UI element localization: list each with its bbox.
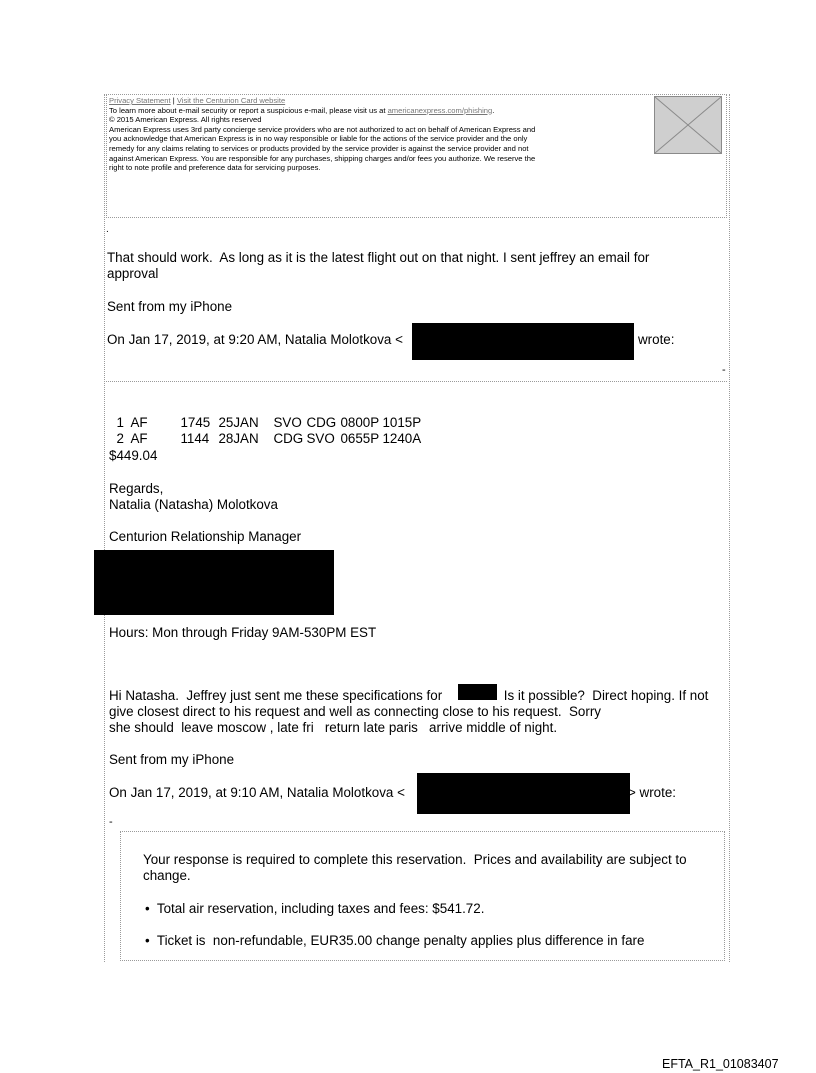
centurion-website-link[interactable]: Visit the Centurion Card website (176, 96, 286, 105)
flight-from: CDG (273, 431, 304, 446)
flight-to: SVO (306, 431, 335, 446)
disclaimer-line: you acknowledge that American Express is in no way responsible or liable for the actions of the service provider and the only (109, 134, 528, 144)
disclaimer-block (109, 125, 535, 173)
redaction-block (94, 550, 334, 615)
flight-arr: 1015P (382, 415, 422, 430)
dot-mark: . (106, 224, 109, 235)
flight-arr: 1240A (382, 431, 422, 446)
disclaimer-line: remedy for any claims relating to services or products provided by the service provider is against the service provider and not (109, 143, 529, 153)
disclaimer-line: right to note profile and preference data for servicing purposes. (109, 163, 321, 173)
flight-num: 2 (116, 431, 124, 446)
regards-text: Regards, (109, 481, 164, 496)
frame-right-line (729, 94, 730, 962)
flight-date: 28JAN (218, 431, 259, 446)
redaction-block (458, 684, 497, 700)
redaction-block (412, 323, 634, 360)
message-line-3: she should leave moscow , late fri return late paris arrive middle of night. (109, 720, 558, 735)
flight-carrier: AF (130, 415, 148, 430)
reservation-line-2: change. (143, 868, 191, 883)
message-line-1b: Is it possible? Direct hoping. If not (500, 688, 709, 703)
flight-to: CDG (306, 415, 337, 430)
reservation-bullet: • Ticket is non-refundable, EUR35.00 change penalty applies plus difference in fare (145, 933, 645, 948)
disclaimer-line: American Express uses 3rd party concierge service providers who are not authorized to act on behalf of American Express and (109, 124, 536, 134)
sender-role: Centurion Relationship Manager (109, 529, 302, 544)
sent-from-iphone: Sent from my iPhone (107, 299, 233, 314)
flight-dep: 0800P (340, 415, 380, 430)
quote-header-1: On Jan 17, 2019, at 9:20 AM, Natalia Molotkova < (107, 332, 403, 347)
link-separator: | (170, 96, 177, 105)
itinerary-price: $449.04 (109, 448, 158, 463)
dash-mark: - (109, 816, 113, 828)
footer-links (109, 96, 669, 106)
flight-date: 25JAN (218, 415, 259, 430)
sent-from-iphone: Sent from my iPhone (109, 752, 235, 767)
flight-number: 1745 (180, 415, 211, 430)
document-id: EFTA_R1_01083407 (662, 1057, 779, 1071)
flight-from: SVO (273, 415, 302, 430)
flight-number: 1144 (180, 431, 210, 446)
phishing-link[interactable]: americanexpress.com/phishing (387, 105, 493, 115)
itinerary-top-line (106, 381, 727, 382)
reservation-line-1: Your response is required to complete this reservation. Prices and availability are subject to (143, 852, 687, 867)
bullet-text: Ticket is non-refundable, EUR35.00 change penalty applies plus difference in fare (156, 933, 645, 948)
security-text: To learn more about e-mail security or report a suspicious e-mail, please visit us at (109, 105, 388, 115)
flight-num: 1 (116, 415, 124, 430)
reservation-bullet: • Total air reservation, including taxes and fees: $541.72. (145, 901, 485, 916)
business-hours: Hours: Mon through Friday 9AM-530PM EST (109, 625, 377, 640)
dash-mark: - (722, 364, 726, 376)
disclaimer-line: against American Express. You are responsible for any purchases, shipping charges and/or fees you authorize. We reserve the (109, 153, 536, 163)
flight-carrier: AF (130, 431, 148, 446)
reply-line-2: approval (107, 266, 159, 281)
bullet-text: Total air reservation, including taxes and fees: $541.72. (156, 901, 485, 916)
flight-dep: 0655P (340, 431, 380, 446)
copyright-text: © 2015 American Express. All rights reserved (109, 115, 262, 125)
message-line-2: give closest direct to his request and well as connecting close to his request. Sorry (109, 704, 601, 719)
security-end: . (492, 105, 495, 115)
redaction-block (417, 773, 630, 814)
flight-row (109, 415, 421, 447)
frame-left-line (104, 94, 105, 962)
broken-image-icon (654, 96, 722, 154)
quote-header-2: On Jan 17, 2019, at 9:10 AM, Natalia Molotkova < (109, 785, 405, 800)
security-notice (109, 106, 669, 116)
reply-line-1: That should work. As long as it is the latest flight out on that night. I sent jeffrey an email for (107, 250, 650, 265)
message-line-1a: Hi Natasha. Jeffrey just sent me these specifications for (109, 688, 443, 703)
sender-name: Natalia (Natasha) Molotkova (109, 497, 278, 512)
quote-wrote-2: > wrote: (628, 785, 677, 800)
quote-wrote-1: wrote: (638, 332, 675, 347)
privacy-statement-link[interactable]: Privacy Statement (109, 96, 171, 105)
